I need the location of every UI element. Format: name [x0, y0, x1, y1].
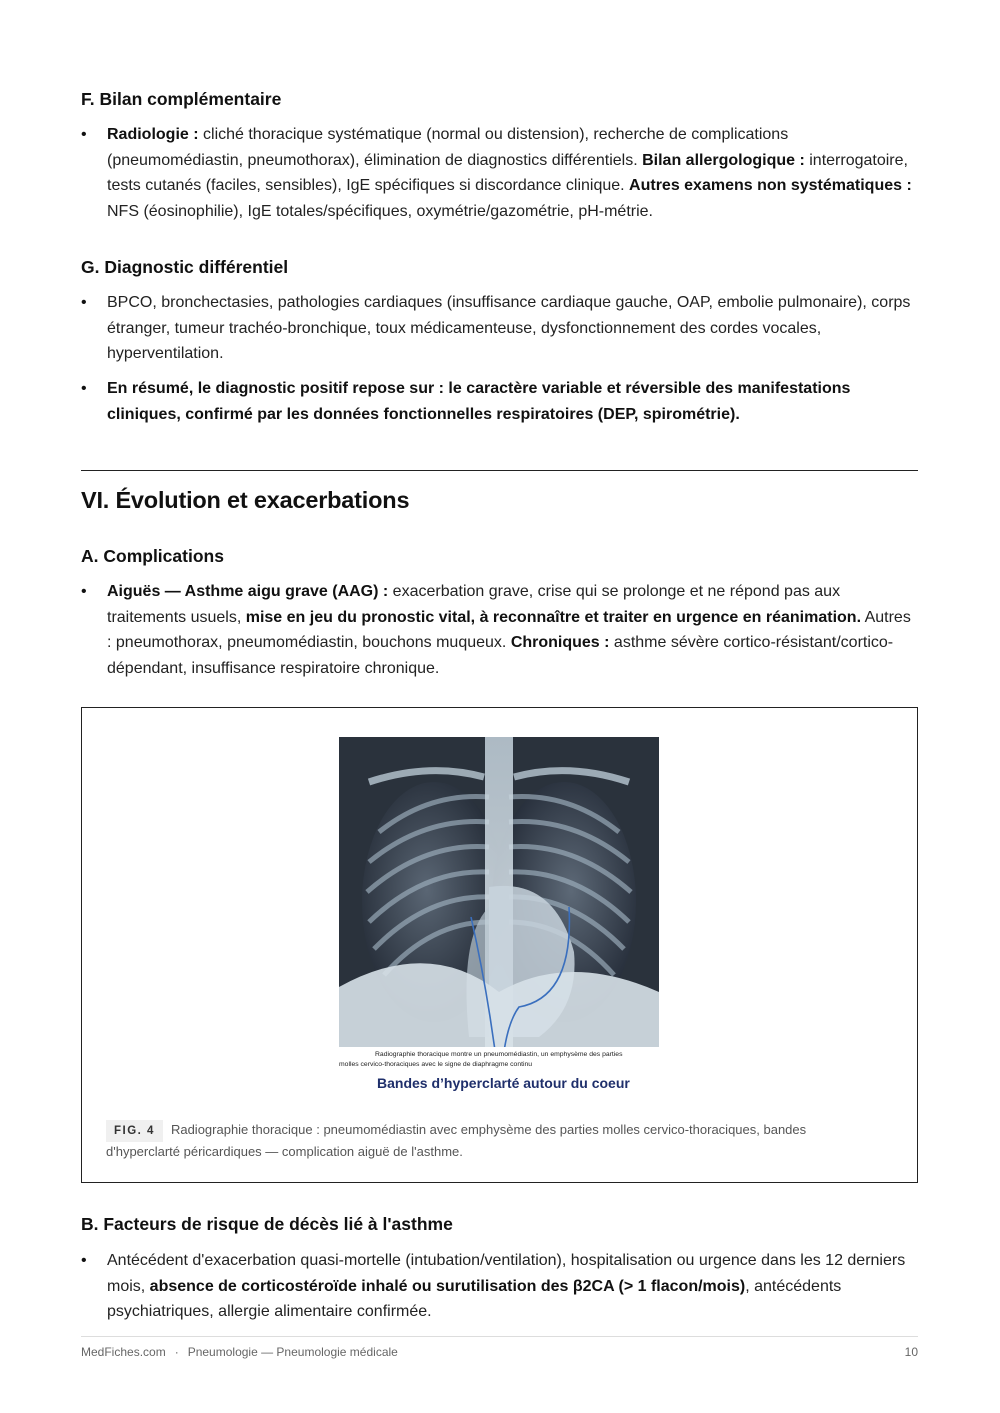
list-item-text	[107, 376, 918, 427]
xray-small-text-1: Radiographie thoracique montre un pneumomédiastin, un emphysème des parties	[375, 1051, 623, 1058]
page-number: 10	[904, 1345, 918, 1359]
text-autres: Autres : pneumothorax, pneumomédiastin, bouchons muqueux.	[107, 608, 911, 652]
text-chroniques: asthme sévère cortico-résistant/cortico-dépendant, insuffisance respiratoire chronique.	[107, 634, 894, 677]
summary-text: En résumé, le diagnostic positif repose sur : le caractère variable et réversible des manifestations cliniques, confirmé par les données fonctionnelles respiratoires (DEP, spirométrie).	[107, 380, 851, 423]
text-bilan-allergologique: interrogatoire, tests cutanés (faciles, sensibles), IgE spécifiques si discordance clinique.	[107, 151, 908, 195]
label-bilan-allergologique: Bilan allergologique :	[642, 151, 805, 169]
list-item-text	[107, 122, 918, 224]
text-radiologie: cliché thoracique systématique (normal ou distension), recherche de complications (pneumomédiastin, pneumothorax), élimination de diagnostics différentiels.	[107, 126, 789, 169]
section-vi-heading: VI. Évolution et exacerbations	[81, 487, 410, 513]
pronostic-vital-text: mise en jeu du pronostic vital, à reconnaître et traiter en urgence en réanimation.	[245, 608, 862, 626]
section-f-heading: F. Bilan complémentaire	[81, 89, 282, 109]
xray-small-text-2: molles cervico-thoraciques avec le signe de diaphragme continu	[339, 1061, 533, 1068]
bullet-icon: •	[81, 583, 87, 600]
list-item-text	[107, 1248, 918, 1325]
text-aigues: exacerbation grave, crise qui se prolonge et ne répond pas aux traitements usuels,	[107, 583, 841, 626]
label-aigues: Aiguës — Asthme aigu grave (AAG) :	[107, 583, 389, 600]
footer-site: MedFiches.com	[81, 1345, 166, 1359]
footer-path: Pneumologie — Pneumologie médicale	[187, 1345, 398, 1359]
text-autres-examens: NFS (éosinophilie), IgE totales/spécifiques, oxymétrie/gazométrie, pH-métrie.	[107, 202, 653, 220]
list-item-text: BPCO, bronchectasies, pathologies cardiaques (insuffisance cardiaque gauche, OAP, embolie pulmonaire), corps étranger, tumeur trachéo-bronchique, toux médicamenteuse, dysfonctionnement des cordes vocales, hyperventilation.	[107, 294, 911, 363]
risk-bold-text: absence de corticostéroïde inhalé ou surutilisation des β2CA (> 1 flacon/mois)	[149, 1277, 746, 1295]
section-a-heading: A. Complications	[81, 546, 224, 566]
page-footer	[81, 1345, 918, 1359]
figure-badge: FIG. 4	[106, 1120, 163, 1142]
list-item	[81, 1248, 918, 1325]
figure-caption-text: Radiographie thoracique : pneumomédiastin avec emphysème des parties molles cervico-thoraciques, bandes d'hyperclarté péricardiques — complication aiguë de l'asthme.	[106, 1122, 807, 1159]
chest-xray-image	[339, 737, 659, 1103]
list-item-text	[107, 579, 918, 681]
xray-label: Bandes d’hyperclarté autour du coeur	[377, 1075, 630, 1091]
section-g-heading: G. Diagnostic différentiel	[81, 257, 289, 277]
bullet-icon: •	[81, 126, 87, 143]
footer-separator: ·	[174, 1345, 179, 1359]
section-divider	[81, 470, 918, 471]
risk-text-1: Antécédent d'exacerbation quasi-mortelle (intubation/ventilation), hospitalisation ou urgence dans les 12 derniers mois,	[107, 1252, 906, 1295]
label-radiologie: Radiologie :	[107, 126, 199, 143]
figure-box	[81, 707, 918, 1183]
list-item	[81, 579, 918, 681]
risk-text-2: , antécédents psychiatriques, allergie alimentaire confirmée.	[107, 1277, 842, 1321]
footer-divider	[81, 1336, 918, 1337]
label-autres-examens: Autres examens non systématiques :	[629, 177, 912, 195]
list-item	[81, 376, 918, 427]
list-item	[81, 290, 918, 367]
bullet-icon: •	[81, 1252, 87, 1269]
label-chroniques: Chroniques :	[510, 634, 610, 652]
bullet-icon: •	[81, 380, 87, 397]
list-item	[81, 122, 918, 224]
bullet-icon: •	[81, 294, 87, 311]
figure-caption	[106, 1120, 876, 1162]
section-b-heading: B. Facteurs de risque de décès lié à l'asthme	[81, 1214, 453, 1234]
